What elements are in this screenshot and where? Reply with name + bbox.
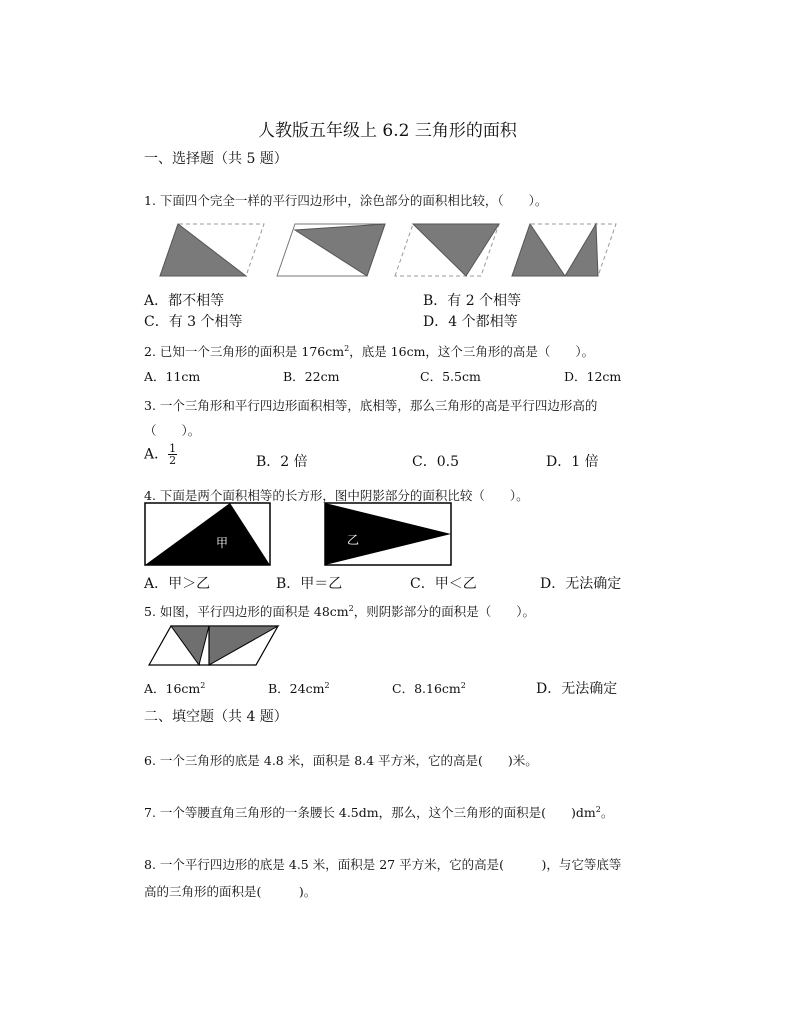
q4-label-jia: 甲 [216,536,229,550]
q1-shaded-triangle-4a [512,224,565,276]
q5-option-c[interactable]: C．$8.16cm^2$ [392,680,466,696]
q1-option-c[interactable]: C．有 3 个相等 [144,314,243,330]
q3-option-b[interactable]: B．2 倍 [256,454,308,470]
q3-option-a[interactable]: A． $\frac{1}{2}$ [144,442,177,467]
q5-option-a[interactable]: A．$16cm^2$ [144,680,206,696]
q3-option-d[interactable]: D．1 倍 [546,454,599,470]
question-8-text: 8. 一个平行四边形的底是 4.5 米，面积是 27 平方米，它的高是( )，与它等底等 [144,857,622,872]
q2-option-b[interactable]: B．22cm [283,369,340,384]
q2-option-d[interactable]: D．12cm [564,369,622,384]
q1-shaded-triangle-2 [295,224,385,276]
section-2-heading: 二、填空题（共 4 题） [144,709,288,725]
q1-shaded-triangle-1 [160,224,246,276]
q1-parallelograms-figure [150,220,650,280]
q4-option-d[interactable]: D．无法确定 [540,576,622,592]
q4-option-c[interactable]: C．甲＜乙 [410,576,477,592]
question-1-text: 1. 下面四个完全一样的平行四边形中，涂色部分的面积相比较，（ ）。 [144,193,548,208]
question-8-text-cont: 高的三角形的面积是( )。 [144,884,317,899]
section-1-heading: 一、选择题（共 5 题） [144,151,288,167]
question-2-text: 2. 已知一个三角形的面积是 $176cm^2$，底是 16cm，这个三角形的高是（ ）。 [144,343,595,359]
q4-rectangles-figure [144,502,454,567]
q5-parallelogram-figure [146,624,286,668]
question-5-text: 5. 如图，平行四边形的面积是 $48cm^2$，则阴影部分的面积是（ ）。 [144,603,535,619]
question-3-text-cont: （ ）。 [144,423,201,438]
question-3-text: 3. 一个三角形和平行四边形面积相等，底相等，那么三角形的高是平行四边形高的 [144,398,598,413]
q5-option-d[interactable]: D．无法确定 [536,681,618,697]
fraction-one-half: $\frac{1}{2}$ [169,442,177,467]
page-title: 人教版五年级上 6.2 三角形的面积 [258,121,517,141]
question-6-text: 6. 一个三角形的底是 4.8 米，面积是 8.4 平方米，它的高是( )米。 [144,753,538,768]
q1-option-b[interactable]: B．有 2 个相等 [423,293,522,309]
q4-label-yi: 乙 [347,533,360,547]
q2-option-c[interactable]: C．5.5cm [420,369,481,384]
q5-option-b[interactable]: B．$24cm^2$ [268,680,330,696]
question-4-text: 4. 下面是两个面积相等的长方形，图中阴影部分的面积比较（ ）。 [144,488,529,503]
q4-option-b[interactable]: B．甲＝乙 [276,576,343,592]
q3-option-c[interactable]: C．0.5 [412,454,459,470]
q1-shaded-triangle-4b [565,224,598,276]
q1-option-a[interactable]: A．都不相等 [144,293,225,309]
q4-option-a[interactable]: A．甲＞乙 [144,576,211,592]
q1-shaded-triangle-3 [413,224,499,276]
q1-option-d[interactable]: D．4 个都相等 [423,314,518,330]
question-7-text: 7. 一个等腰直角三角形的一条腰长 4.5dm，那么，这个三角形的面积是( )$dm^2$。 [144,804,614,820]
q2-option-a[interactable]: A．11cm [144,369,201,384]
